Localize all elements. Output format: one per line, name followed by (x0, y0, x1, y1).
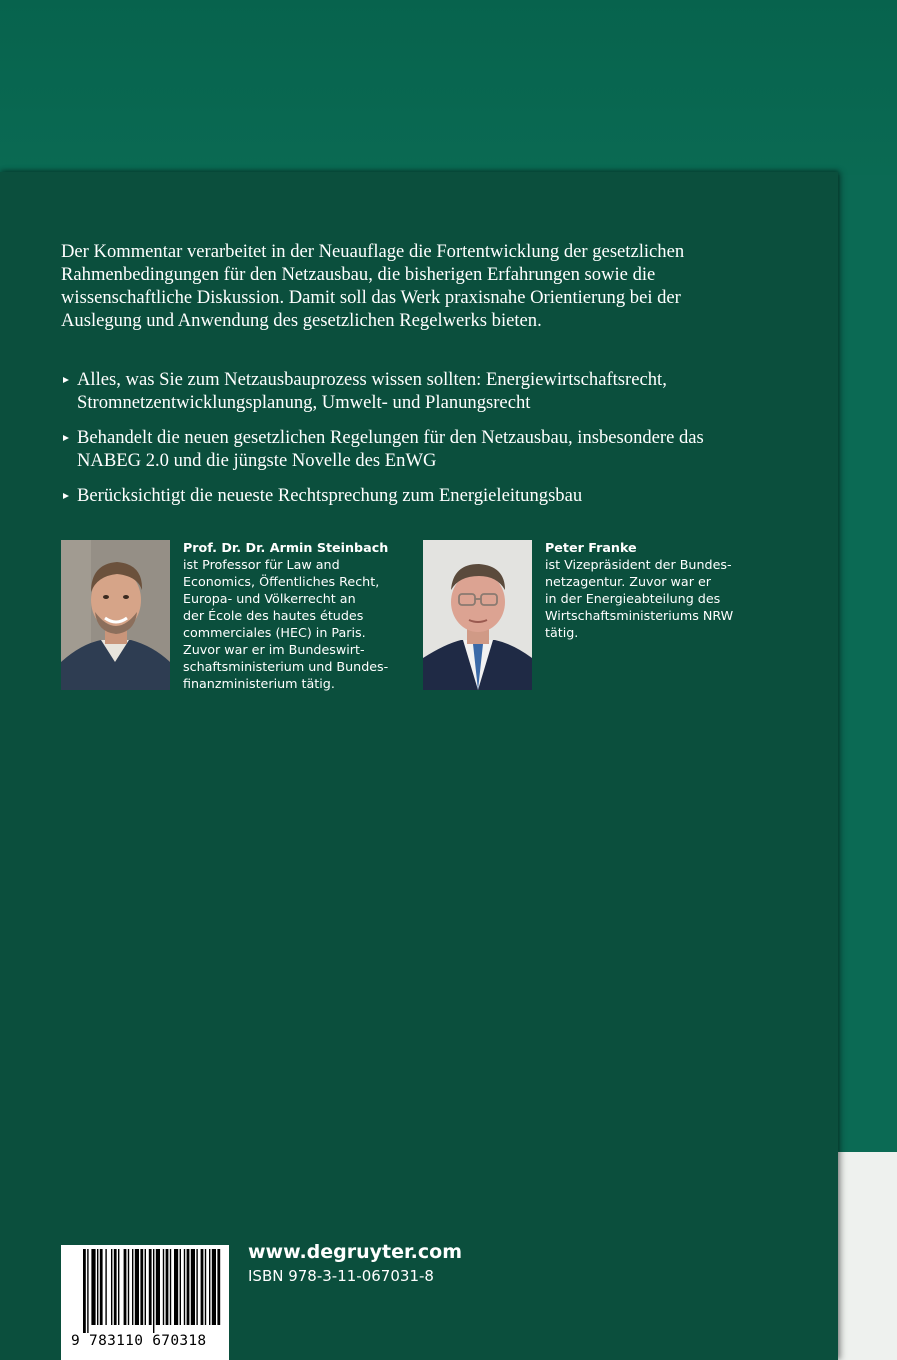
author-bio-steinbach (183, 539, 388, 692)
bio-line: finanzministerium tätig. (183, 676, 335, 691)
barcode-bar (180, 1249, 181, 1325)
bio-line: in der Energieabteilung des (545, 591, 721, 606)
bio-line: commerciales (HEC) in Paris. (183, 625, 366, 640)
barcode-bar (184, 1249, 185, 1325)
cover-top-band (0, 0, 897, 175)
barcode-bar (217, 1249, 220, 1325)
author-photo-steinbach (61, 540, 170, 690)
feature-line: Berücksichtigt die neueste Rechtsprechung zum Energieleitungsbau (77, 485, 583, 506)
feature-item (61, 484, 801, 507)
barcode-bar (132, 1249, 133, 1325)
barcode-bar (149, 1249, 152, 1325)
barcode-bar (124, 1249, 127, 1325)
barcode-bar (153, 1249, 154, 1333)
bio-line: tätig. (545, 625, 579, 640)
barcode-bar (209, 1249, 210, 1325)
barcode-bar (83, 1249, 86, 1333)
barcode-bar (163, 1249, 164, 1325)
bio-line: der École des hautes études (183, 608, 364, 623)
feature-line: Alles, was Sie zum Netzausbauprozess wissen sollten: Energiewirtschaftsrecht, (77, 369, 667, 390)
bio-line: netzagentur. Zuvor war er (545, 574, 711, 589)
cover-right-edge (840, 175, 897, 1155)
barcode-bar (145, 1249, 146, 1325)
triangle-bullet-icon (63, 377, 69, 383)
bio-line: Zuvor war er im Bundeswirt- (183, 642, 365, 657)
barcode-digits: 9 783110 670318 (71, 1333, 207, 1349)
barcode-bar (201, 1249, 204, 1325)
barcode-bars (61, 1245, 229, 1333)
back-cover-panel (0, 172, 838, 1360)
barcode-bar (166, 1249, 169, 1325)
barcode-bar (156, 1249, 160, 1325)
author-photo-franke (423, 540, 532, 690)
barcode-bar (118, 1249, 119, 1325)
triangle-bullet-icon (63, 435, 69, 441)
barcode-bar (87, 1249, 88, 1333)
isbn-barcode (61, 1245, 229, 1360)
feature-item (61, 368, 801, 414)
feature-item (61, 426, 801, 472)
bio-line: ist Professor für Law and (183, 557, 340, 572)
triangle-bullet-icon (63, 493, 69, 499)
publisher-url[interactable]: www.degruyter.com (248, 1241, 462, 1263)
bio-line: Wirtschaftsministeriums NRW (545, 608, 734, 623)
feature-line: Stromnetzentwicklungsplanung, Umwelt- und Planungsrecht (77, 392, 531, 413)
barcode-bar (97, 1249, 98, 1325)
intro-paragraph (61, 240, 781, 332)
barcode-bar (135, 1249, 139, 1325)
barcode-bar (111, 1249, 112, 1325)
barcode-bar (91, 1249, 95, 1325)
cover-corner (838, 1152, 897, 1360)
intro-line: wissenschaftliche Diskussion. Damit soll das Werk praxisnahe Orientierung bei der (61, 287, 681, 308)
feature-list (61, 368, 801, 519)
barcode-bar (187, 1249, 190, 1325)
bio-line: schaftsministerium und Bundes- (183, 659, 389, 674)
barcode-bar (205, 1249, 206, 1325)
feature-line: Behandelt die neuen gesetzlichen Regelungen für den Netzausbau, insbesondere das (77, 427, 704, 448)
author-bio-franke (545, 539, 733, 641)
bio-line: Economics, Öffentliches Recht, (183, 574, 380, 589)
author-name: Prof. Dr. Dr. Armin Steinbach (183, 540, 389, 555)
barcode-bar (212, 1249, 216, 1325)
bio-line: Europa- und Völkerrecht an (183, 591, 356, 606)
intro-line: Rahmenbedingungen für den Netzausbau, die bisherigen Erfahrungen sowie die (61, 264, 656, 285)
barcode-bar (196, 1249, 197, 1325)
barcode-bar (174, 1249, 178, 1325)
barcode-bar (114, 1249, 117, 1325)
barcode-bar (191, 1249, 195, 1325)
feature-line: NABEG 2.0 und die jüngste Novelle des EnWG (77, 450, 437, 471)
bio-line: ist Vizepräsident der Bundes- (545, 557, 732, 572)
author-name: Peter Franke (545, 540, 637, 555)
barcode-bar (105, 1249, 106, 1325)
barcode-bar (100, 1249, 103, 1325)
barcode-bar (140, 1249, 143, 1325)
barcode-bar (128, 1249, 129, 1325)
intro-line: Auslegung und Anwendung des gesetzlichen Regelwerks bieten. (61, 310, 542, 331)
intro-line: Der Kommentar verarbeitet in der Neuauflage die Fortentwicklung der gesetzlichen (61, 241, 685, 262)
barcode-bar (170, 1249, 171, 1325)
isbn-number: ISBN 978-3-11-067031-8 (248, 1267, 434, 1285)
